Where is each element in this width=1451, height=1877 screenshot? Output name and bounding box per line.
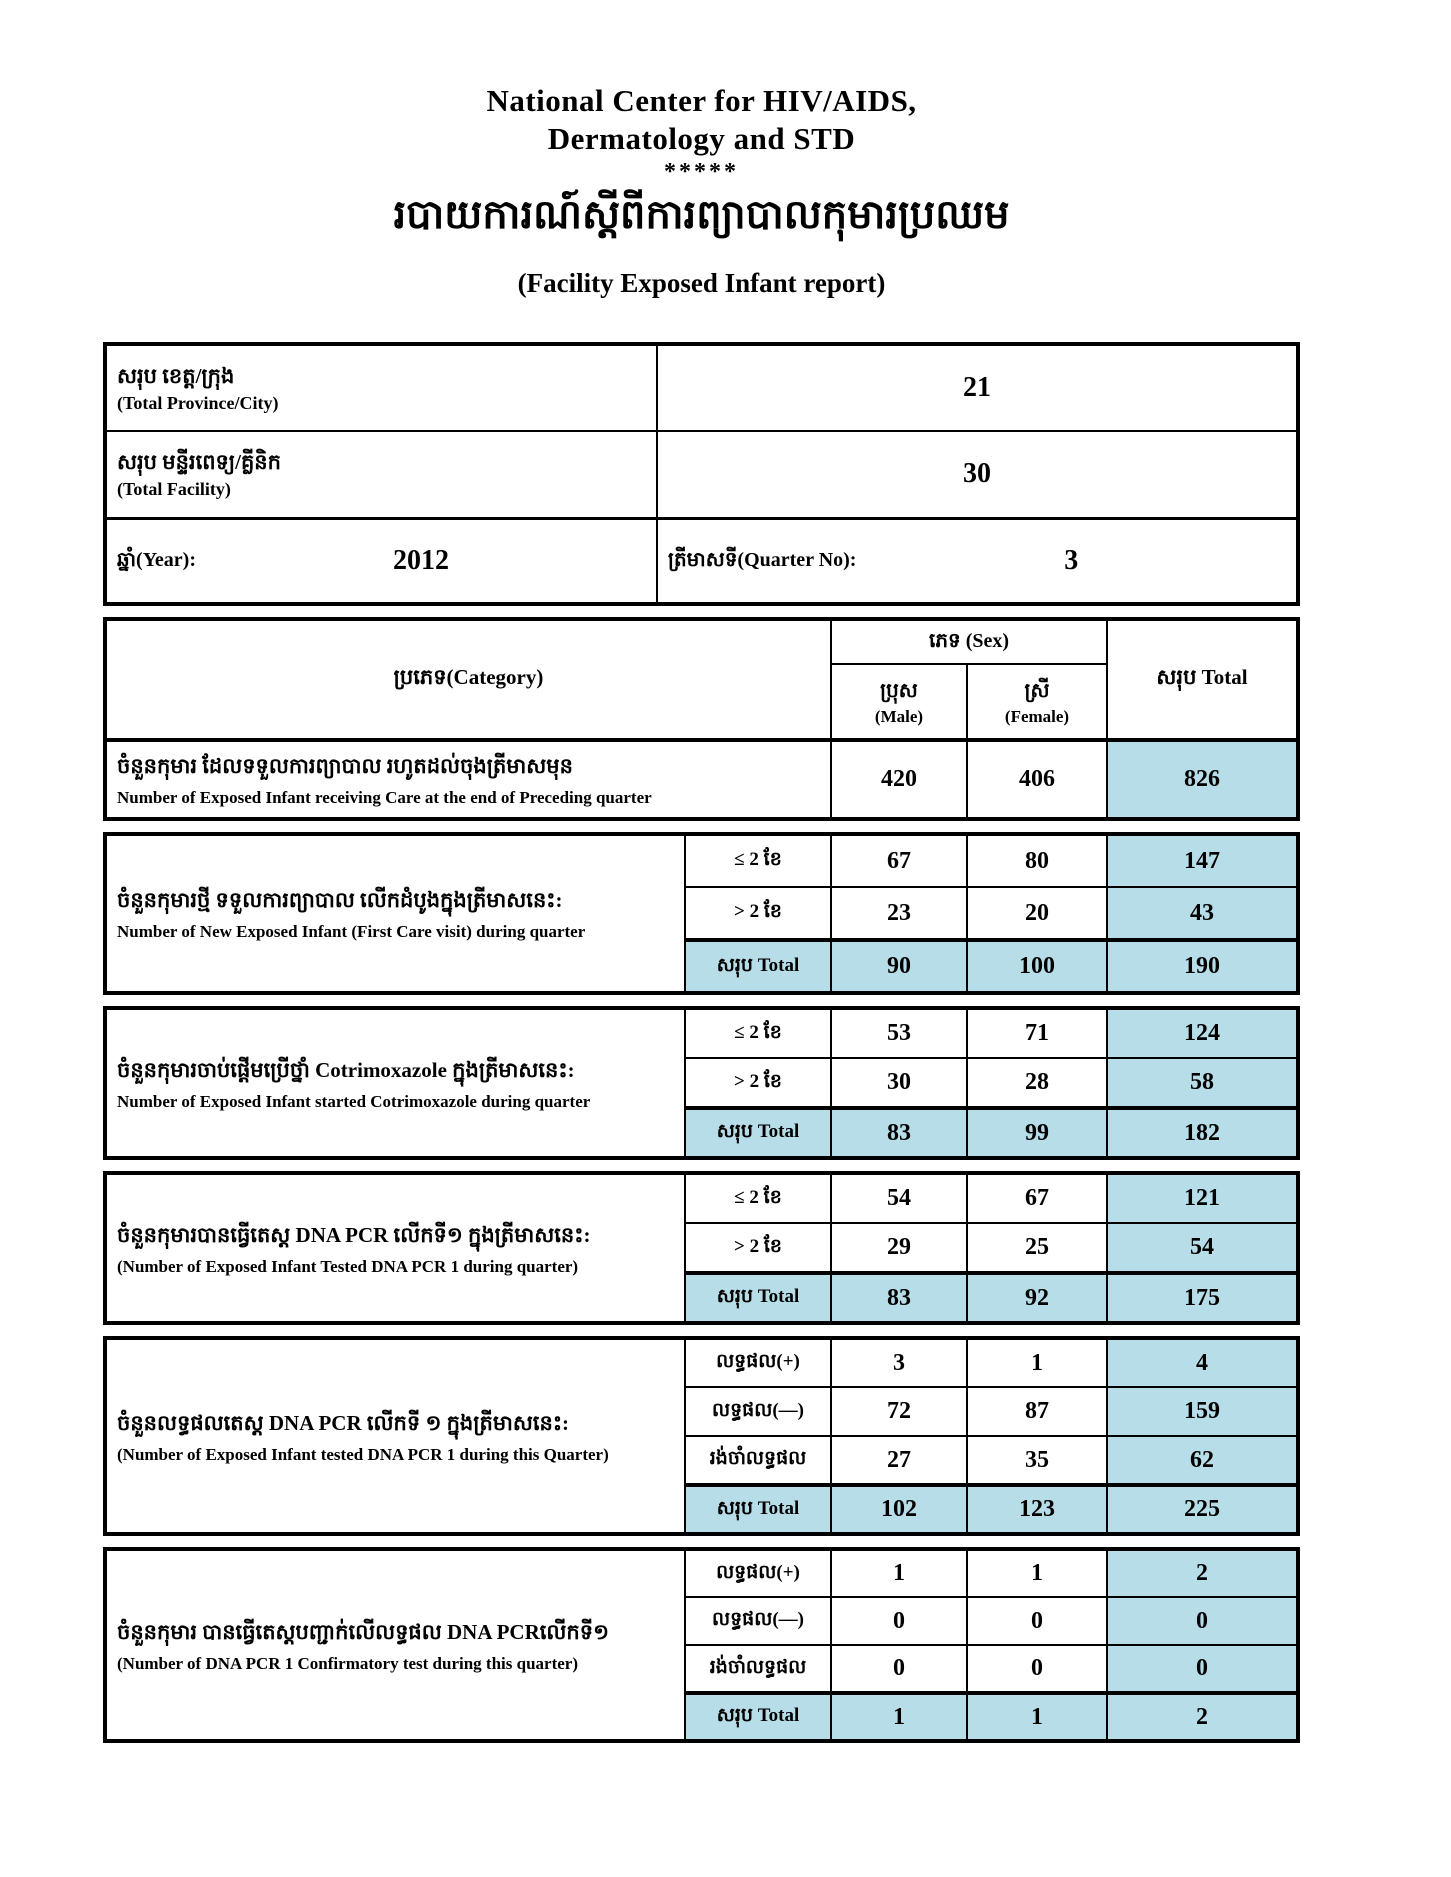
subtotal-label: សរុប Total: [685, 1108, 831, 1158]
report-title-khmer: របាយការណ៍ស្តីពីការព្យាបាលកុមារប្រឈម: [393, 192, 1010, 237]
preceding-total-value: 826: [1107, 740, 1298, 819]
female-value: 123: [967, 1485, 1107, 1534]
quarter-value: 3: [1064, 544, 1079, 576]
female-column-header: [967, 664, 1107, 740]
quarter-cell: [657, 518, 1298, 604]
total-value: 58: [1107, 1058, 1298, 1108]
main-header-table: [103, 617, 1300, 821]
total-province-label-cell: [105, 344, 657, 431]
section-category-cell: [105, 1173, 685, 1323]
total-value: 159: [1107, 1387, 1298, 1436]
org-name-line2: Dermatology and STD: [547, 121, 856, 156]
total-value: 182: [1107, 1108, 1298, 1158]
result-negative-label: លទ្ធផល(—): [685, 1387, 831, 1436]
male-header-english: (Male): [874, 706, 924, 726]
section-label-english: Number of New Exposed Infant (First Care visit) during quarter: [117, 922, 586, 941]
male-value: 27: [831, 1436, 967, 1485]
quarter-label: ត្រីមាសទី(Quarter No):: [668, 548, 857, 571]
section-dna-pcr-confirmatory: [103, 1547, 1300, 1743]
section-label-khmer: ចំនួនកុមារបានធ្វើតេស្ត DNA PCR លើកទី១ ក្នុងត្រីមាសនេះ:: [117, 1222, 591, 1247]
male-value: 53: [831, 1008, 967, 1058]
subtotal-label: សរុប Total: [685, 940, 831, 993]
female-value: 1: [967, 1693, 1107, 1741]
total-value: 4: [1107, 1338, 1298, 1387]
preceding-male-value: 420: [831, 740, 967, 819]
female-header-english: (Female): [1004, 706, 1070, 726]
age-le2-label: ≤ 2 ខែ: [685, 1008, 831, 1058]
male-column-header: [831, 664, 967, 740]
male-value: 54: [831, 1173, 967, 1223]
table-row: [105, 740, 1298, 819]
female-value: 92: [967, 1273, 1107, 1323]
section-category-cell: [105, 834, 685, 993]
summary-table: [103, 342, 1300, 606]
preceding-category-cell: [105, 740, 831, 819]
preceding-female-value: 406: [967, 740, 1107, 819]
section-category-cell: [105, 1338, 685, 1534]
total-value: 225: [1107, 1485, 1298, 1534]
section-label-english: Number of Exposed Infant started Cotrimoxazole during quarter: [117, 1091, 591, 1111]
section-label-english: (Number of Exposed Infant Tested DNA PCR 1 during quarter): [117, 1256, 579, 1276]
total-facility-label-cell: [105, 431, 657, 518]
male-value: 3: [831, 1338, 967, 1387]
female-value: 28: [967, 1058, 1107, 1108]
result-pending-label: រង់ចាំលទ្ធផល: [685, 1645, 831, 1693]
male-value: 30: [831, 1058, 967, 1108]
female-value: 67: [967, 1173, 1107, 1223]
result-positive-label: លទ្ធផល(+): [685, 1338, 831, 1387]
female-value: 35: [967, 1436, 1107, 1485]
male-value: 23: [831, 887, 967, 940]
section-dna-pcr-results: [103, 1336, 1300, 1536]
age-le2-label: ≤ 2 ខែ: [685, 1173, 831, 1223]
section-label-khmer: ចំនួនកុមារថ្មី ទទួលការព្យាបាល លើកដំបូងក្នុងត្រីមាសនេះ:: [117, 888, 563, 912]
section-new-exposed-infant: [103, 832, 1300, 995]
table-row: [105, 1173, 1298, 1223]
preceding-label-english: Number of Exposed Infant receiving Care at the end of Preceding quarter: [117, 788, 652, 807]
section-dna-pcr-tested: [103, 1171, 1300, 1325]
male-value: 83: [831, 1273, 967, 1323]
sex-column-header: ភេទ (Sex): [831, 619, 1107, 664]
female-value: 100: [967, 940, 1107, 993]
female-value: 99: [967, 1108, 1107, 1158]
male-value: 29: [831, 1223, 967, 1273]
female-value: 80: [967, 834, 1107, 887]
subtotal-label: សរុប Total: [685, 1485, 831, 1534]
category-column-header: ប្រភេទ(Category): [105, 619, 831, 740]
age-gt2-label: > 2 ខែ: [685, 1223, 831, 1273]
total-value: 62: [1107, 1436, 1298, 1485]
year-value: 2012: [393, 544, 449, 576]
result-negative-label: លទ្ធផល(—): [685, 1597, 831, 1645]
section-label-english: (Number of DNA PCR 1 Confirmatory test during this quarter): [117, 1653, 579, 1673]
total-column-header: សរុប Total: [1107, 619, 1298, 740]
total-value: 2: [1107, 1693, 1298, 1741]
section-cotrimoxazole: [103, 1006, 1300, 1160]
female-value: 20: [967, 887, 1107, 940]
total-value: 54: [1107, 1223, 1298, 1273]
total-value: 0: [1107, 1645, 1298, 1693]
total-value: 147: [1107, 834, 1298, 887]
male-value: 0: [831, 1597, 967, 1645]
report-title-english: (Facility Exposed Infant report): [517, 268, 886, 298]
female-value: 1: [967, 1549, 1107, 1597]
male-value: 67: [831, 834, 967, 887]
total-value: 0: [1107, 1597, 1298, 1645]
total-facility-label-khmer: សរុប មន្ទីរពេទ្យ/គ្លីនិក: [117, 450, 281, 475]
total-facility-label-english: (Total Facility): [117, 479, 231, 500]
female-value: 71: [967, 1008, 1107, 1058]
org-name-line1: National Center for HIV/AIDS,: [486, 83, 917, 118]
male-value: 1: [831, 1549, 967, 1597]
female-value: 87: [967, 1387, 1107, 1436]
section-label-khmer: ចំនួនកុមារចាប់ផ្តើមប្រើថ្នាំ Cotrimoxazole ក្នុងត្រីមាសនេះ:: [117, 1057, 575, 1082]
total-value: 43: [1107, 887, 1298, 940]
table-row: [105, 619, 1298, 664]
male-value: 102: [831, 1485, 967, 1534]
male-value: 0: [831, 1645, 967, 1693]
table-row: [105, 344, 1298, 431]
total-province-label-khmer: សរុប ខេត្ត/ក្រុង: [117, 364, 235, 388]
female-value: 0: [967, 1597, 1107, 1645]
subtotal-label: សរុប Total: [685, 1693, 831, 1741]
age-gt2-label: > 2 ខែ: [685, 887, 831, 940]
title-block: [103, 0, 1300, 298]
subtotal-label: សរុប Total: [685, 1273, 831, 1323]
female-value: 0: [967, 1645, 1107, 1693]
year-label: ឆ្នាំ(Year):: [117, 548, 197, 571]
table-row: [105, 518, 1298, 604]
female-header-khmer: ស្រី: [1024, 679, 1050, 702]
male-value: 1: [831, 1693, 967, 1741]
male-value: 90: [831, 940, 967, 993]
female-value: 25: [967, 1223, 1107, 1273]
table-row: [105, 1338, 1298, 1387]
result-pending-label: រង់ចាំលទ្ធផល: [685, 1436, 831, 1485]
year-cell: [105, 518, 657, 604]
report-content: [103, 0, 1300, 1743]
preceding-label-khmer: ចំនួនកុមារ ដែលទទួលការព្យាបាល រហូតដល់ចុងត្រីមាសមុន: [117, 754, 573, 778]
age-gt2-label: > 2 ខែ: [685, 1058, 831, 1108]
total-value: 190: [1107, 940, 1298, 993]
table-row: [105, 1549, 1298, 1597]
total-value: 175: [1107, 1273, 1298, 1323]
total-value: 124: [1107, 1008, 1298, 1058]
total-province-label-english: (Total Province/City): [117, 393, 279, 413]
total-value: 121: [1107, 1173, 1298, 1223]
section-label-khmer: ចំនួនកុមារ បានធ្វើតេស្តបញ្ជាក់លើលទ្ធផល DNA PCRលើកទី១: [117, 1619, 609, 1644]
result-positive-label: លទ្ធផល(+): [685, 1549, 831, 1597]
section-category-cell: [105, 1549, 685, 1741]
male-value: 83: [831, 1108, 967, 1158]
section-label-english: (Number of Exposed Infant tested DNA PCR 1 during this Quarter): [117, 1444, 609, 1464]
table-row: [105, 834, 1298, 887]
male-value: 72: [831, 1387, 967, 1436]
table-row: [105, 431, 1298, 518]
male-header-khmer: ប្រុស: [880, 679, 918, 702]
star-separator: *****: [664, 159, 739, 185]
section-category-cell: [105, 1008, 685, 1158]
section-label-khmer: ចំនួនលទ្ធផលតេស្ត DNA PCR លើកទី ១ ក្នុងត្រីមាសនេះ:: [117, 1410, 570, 1435]
total-province-value: 21: [657, 344, 1298, 431]
age-le2-label: ≤ 2 ខែ: [685, 834, 831, 887]
table-row: [105, 1008, 1298, 1058]
female-value: 1: [967, 1338, 1107, 1387]
total-value: 2: [1107, 1549, 1298, 1597]
total-facility-value: 30: [657, 431, 1298, 518]
